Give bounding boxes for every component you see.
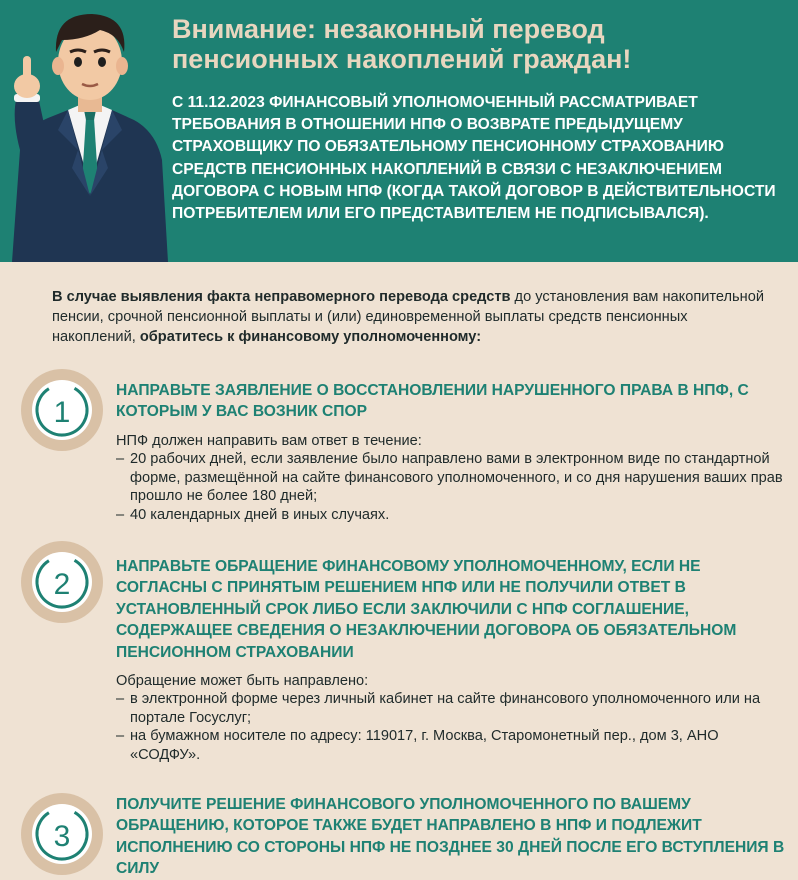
- title-line-1: Внимание: незаконный перевод: [172, 14, 605, 44]
- intro-bold-end: обратитесь к финансовому уполномоченному:: [139, 329, 482, 345]
- step-3-title: ПОЛУЧИТЕ РЕШЕНИЕ ФИНАНСОВОГО УПОЛНОМОЧЕННОГО ПО ВАШЕМУ ОБРАЩЕНИЮ, КОТОРОЕ ТАКЖЕ БУДЕТ НАПРАВЛЕНО В НПФ И ПОДЛЕЖИТ ИСПОЛНЕНИЮ СО СТОРОНЫ НПФ НЕ ПОЗДНЕЕ 30 ДНЕЙ ПОСЛЕ ЕГО ВСТУПЛЕНИЯ В СИЛУ: [116, 796, 785, 878]
- step-3-number-badge: [20, 792, 104, 876]
- step-2-number: 2: [53, 568, 71, 601]
- list-item: – в электронной форме через личный кабинет на сайте финансового уполномоченного или на портале Госуслуг;: [116, 690, 786, 727]
- page-title: [172, 14, 782, 74]
- title-line-2: пенсионных накоплений граждан!: [172, 44, 632, 74]
- list-item: – 20 рабочих дней, если заявление было направлено вами в электронном виде по стандартной форме, размещённой на сайте финансового уполномоченного, и со дня нарушения ваших прав прошло не более 180 дней;: [116, 450, 786, 505]
- list-item: – 40 календарных дней в иных случаях.: [116, 506, 786, 524]
- step-1-title: НАПРАВЬТЕ ЗАЯВЛЕНИЕ О ВОССТАНОВЛЕНИИ НАРУШЕННОГО ПРАВА В НПФ, С КОТОРЫМ У ВАС ВОЗНИК СПОР: [116, 382, 749, 421]
- intro-middle: до установления вам накопительной пенсии, срочной пенсионной выплаты и (или) единовременной выплаты средств пенсионных накоплений,: [52, 289, 764, 345]
- step-3-number: 3: [53, 820, 71, 853]
- step-2-body: [116, 672, 786, 764]
- step-2-title: НАПРАВЬТЕ ОБРАЩЕНИЕ ФИНАНСОВОМУ УПОЛНОМОЧЕННОМУ, ЕСЛИ НЕ СОГЛАСНЫ С ПРИНЯТЫМ РЕШЕНИЕМ НПФ ИЛИ НЕ ПОЛУЧИЛИ ОТВЕТ В УСТАНОВЛЕННЫЙ СРОК ЛИБО ЕСЛИ ЗАКЛЮЧИЛИ С НПФ СОГЛАШЕНИЕ, СОДЕРЖАЩЕЕ СВЕДЕНИЯ О НЕЗАКЛЮЧЕНИИ ДОГОВОРА ОБ ОБЯЗАТЕЛЬНОМ ПЕНСИОННОМ СТРАХОВАНИИ: [116, 558, 737, 661]
- list-item: – на бумажном носителе по адресу: 119017, г. Москва, Старомонетный пер., дом 3, АНО «СОДФУ».: [116, 727, 786, 764]
- step-2-lead: Обращение может быть направлено:: [116, 673, 369, 689]
- step-1-lead: НПФ должен направить вам ответ в течение:: [116, 433, 422, 449]
- intro-bold-start: В случае выявления факта неправомерного перевода средств: [52, 289, 511, 305]
- step-2-list: [116, 690, 786, 764]
- step-1-list: [116, 450, 786, 524]
- businessman-illustration: [0, 0, 170, 262]
- step-1-body: [116, 432, 786, 524]
- step-1-number-badge: [20, 368, 104, 452]
- step-2-number-badge: [20, 540, 104, 624]
- header-notice-text: С 11.12.2023 ФИНАНСОВЫЙ УПОЛНОМОЧЕННЫЙ РАССМАТРИВАЕТ ТРЕБОВАНИЯ В ОТНОШЕНИИ НПФ О ВОЗВРАТЕ ПРЕДЫДУЩЕМУ СТРАХОВЩИКУ ПО ОБЯЗАТЕЛЬНОМУ ПЕНСИОННОМУ СТРАХОВАНИЮ СРЕДСТВ ПЕНСИОННЫХ НАКОПЛЕНИЙ В СВЯЗИ С НЕЗАКЛЮЧЕНИЕМ ДОГОВОРА С НОВЫМ НПФ (КОГДА ТАКОЙ ДОГОВОР В ДЕЙСТВИТЕЛЬНОСТИ ПОТРЕБИТЕЛЕМ ИЛИ ЕГО ПРЕДСТАВИТЕЛЕМ НЕ ПОДПИСЫВАЛСЯ).: [172, 94, 776, 223]
- header-banner: [0, 0, 798, 262]
- step-1-number: 1: [53, 396, 71, 429]
- intro-paragraph: [52, 287, 772, 347]
